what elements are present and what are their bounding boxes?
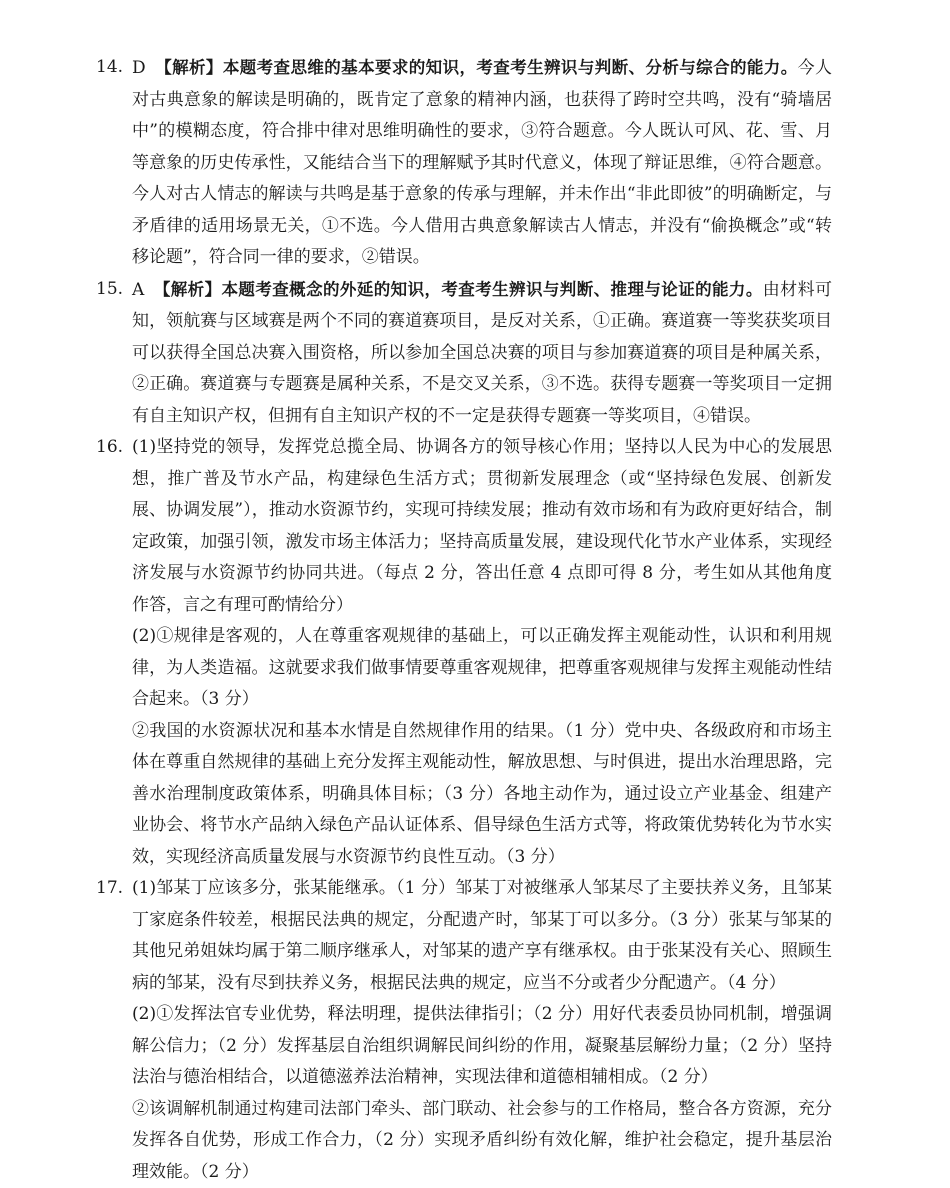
answer-item-16	[132, 432, 832, 873]
question-number: 14.	[96, 52, 123, 84]
answer-item-15	[132, 274, 832, 433]
answer-paragraph	[132, 52, 832, 274]
answer-item-14	[132, 52, 832, 274]
analysis-heading: 【解析】本题考查概念的外延的知识，考查考生辨识与判断、推理与论证的能力。	[162, 280, 763, 299]
answer-paragraph: (2)①发挥法官专业优势，释法明理，提供法律指引；（2 分）用好代表委员协同机制，增强调解公信力；（2 分）发挥基层自治组织调解民间纠纷的作用，凝聚基层解纷力量；（2 分）坚持法治与德治相结合，以道德滋养法治精神，实现法律和道德相辅相成。（2 分）	[132, 999, 832, 1094]
answer-paragraph: (2)①规律是客观的，人在尊重客观规律的基础上，可以正确发挥主观能动性，认识和利用规律，为人类造福。这就要求我们做事情要尊重客观规律，把尊重客观规律与发挥主观能动性结合起来。（3 分）	[132, 621, 832, 716]
question-number: 15.	[96, 274, 123, 306]
answer-paragraph: ②该调解机制通过构建司法部门牵头、部门联动、社会参与的工作格局，整合各方资源，充分发挥各自优势，形成工作合力，（2 分）实现矛盾纠纷有效化解，维护社会稳定，提升基层治理效能。（2 分）	[132, 1094, 832, 1188]
analysis-text: 今人对古典意象的解读是明确的，既肯定了意象的精神内涵，也获得了跨时空共鸣，没有“骑墙居中”的模糊态度，符合排中律对思维明确性的要求，③符合题意。今人既认可风、花、雪、月等意象的历史传承性，又能结合当下的理解赋予其时代意义，体现了辩证思维，④符合题意。今人对古人情志的解读与共鸣是基于意象的传承与理解，并未作出“非此即彼”的明确断定，与矛盾律的适用场景无关，①不选。今人借用古典意象解读古人情志，并没有“偷换概念”或“转移论题”，符合同一律的要求，②错误。	[132, 58, 832, 267]
question-number: 16.	[96, 432, 123, 464]
answer-paragraph: (1)坚持党的领导，发挥党总揽全局、协调各方的领导核心作用；坚持以人民为中心的发展思想，推广普及节水产品，构建绿色生活方式；贯彻新发展理念（或“坚持绿色发展、创新发展、协调发展”），推动水资源节约，实现可持续发展；推动有效市场和有为政府更好结合，制定政策，加强引领，激发市场主体活力；坚持高质量发展，建设现代化节水产业体系，实现经济发展与水资源节约协同共进。（每点 2 分，答出任意 4 点即可得 8 分，考生如从其他角度作答，言之有理可酌情给分）	[132, 432, 832, 621]
answer-choice: A	[132, 280, 144, 300]
answer-paragraph: (1)邹某丁应该多分，张某能继承。（1 分）邹某丁对被继承人邹某尽了主要扶养义务，且邹某丁家庭条件较差，根据民法典的规定，分配遗产时，邹某丁可以多分。（3 分）张某与邹某的其他兄弟姐妹均属于第二顺序继承人，对邹某的遗产享有继承权。由于张某没有关心、照顾生病的邹某，没有尽到扶养义务，根据民法典的规定，应当不分或者少分配遗产。（4 分）	[132, 873, 832, 999]
answer-paragraph	[132, 274, 832, 433]
answer-choice: D	[132, 58, 146, 78]
analysis-text: 由材料可知，领航赛与区域赛是两个不同的赛道赛项目，是反对关系，①正确。赛道赛一等奖获奖项目可以获得全国总决赛入围资格，所以参加全国总决赛的项目与参加赛道赛的项目是种属关系，②正确。赛道赛与专题赛是属种关系，不是交叉关系，③不选。获得专题赛一等奖项目一定拥有自主知识产权，但拥有自主知识产权的不一定是获得专题赛一等奖项目，④错误。	[132, 280, 832, 426]
question-number: 17.	[96, 873, 123, 905]
answer-paragraph: ②我国的水资源状况和基本水情是自然规律作用的结果。（1 分）党中央、各级政府和市场主体在尊重自然规律的基础上充分发挥主观能动性，解放思想、与时俱进，提出水治理思路，完善水治理制度政策体系，明确具体目标；（3 分）各地主动作为，通过设立产业基金、组建产业协会、将节水产品纳入绿色产品认证体系、倡导绿色生活方式等，将政策优势转化为节水实效，实现经济高质量发展与水资源节约良性互动。（3 分）	[132, 716, 832, 874]
answer-item-17	[132, 873, 832, 1188]
analysis-heading: 【解析】本题考查思维的基本要求的知识，考查考生辨识与判断、分析与综合的能力。	[163, 58, 797, 77]
